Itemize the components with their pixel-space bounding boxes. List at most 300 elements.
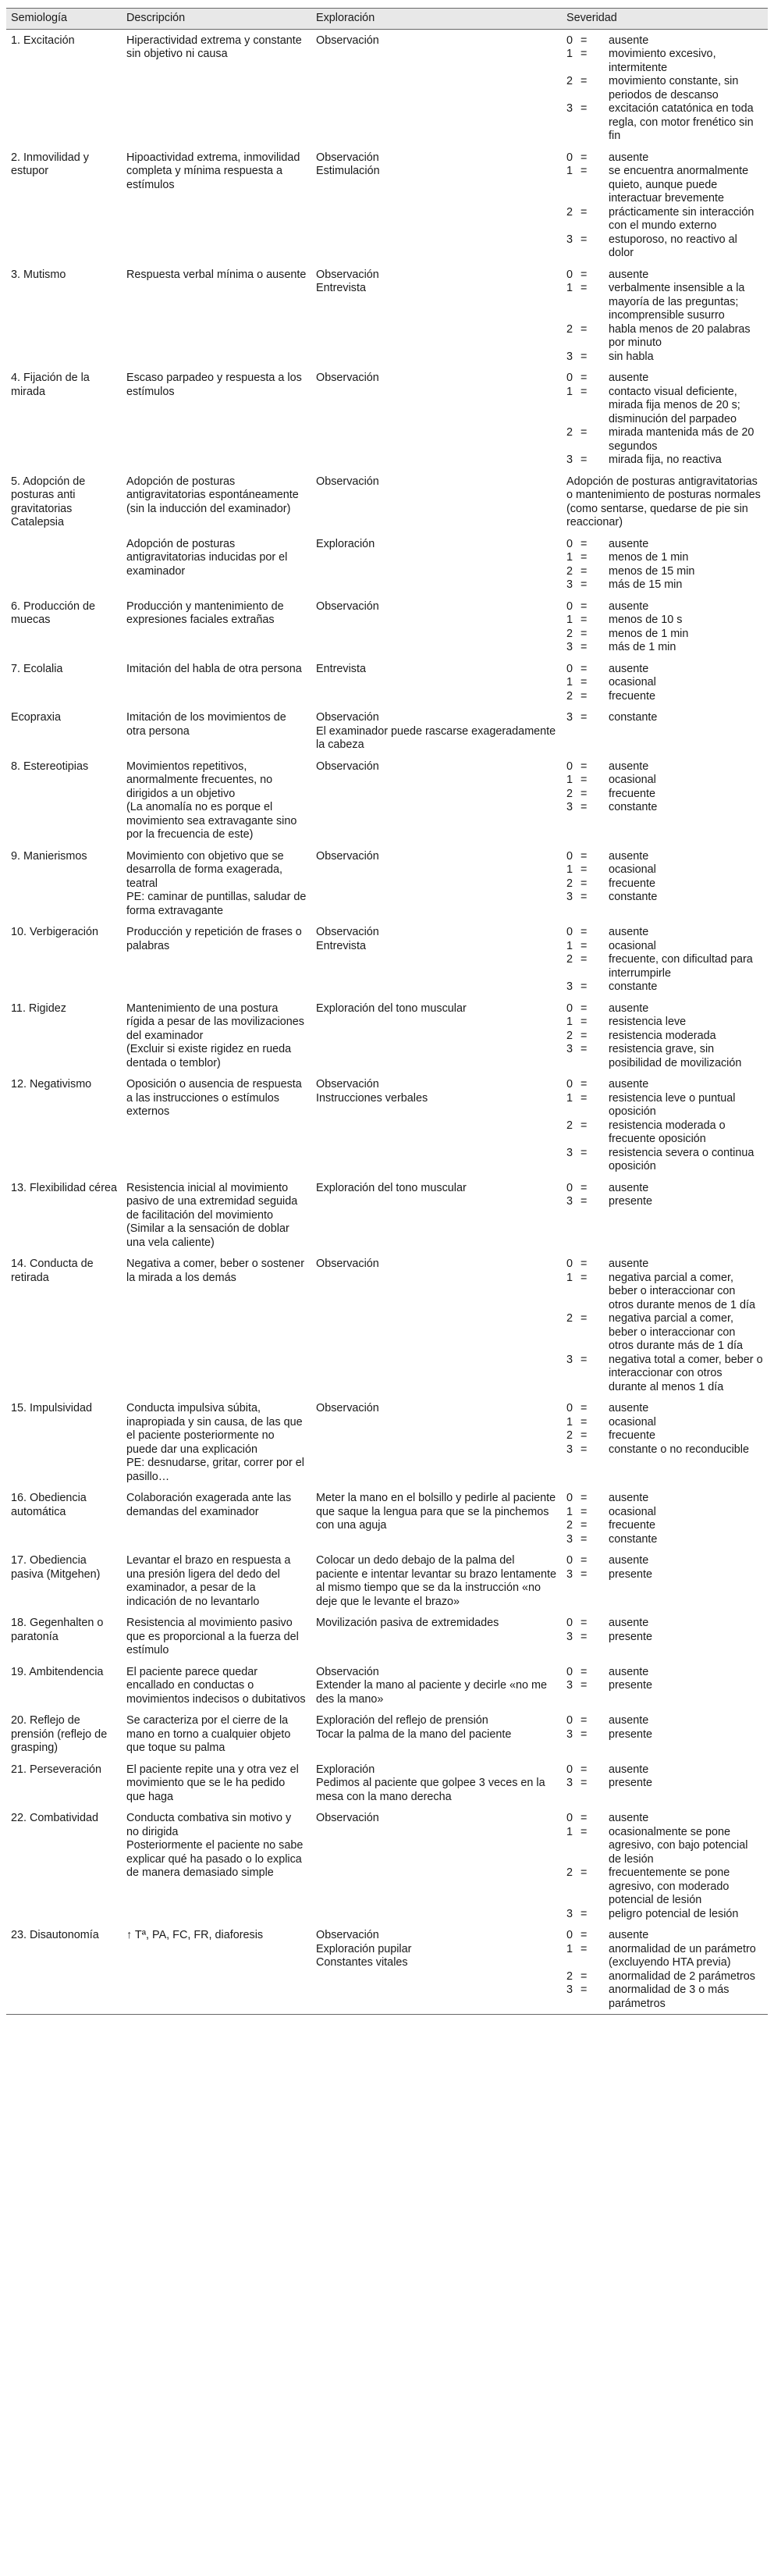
descripcion-line: Escaso parpadeo y respuesta a los estímulos xyxy=(126,372,302,398)
severity-score: 3 xyxy=(566,891,573,903)
severity-equals: = xyxy=(580,282,588,294)
severity-equals: = xyxy=(580,1195,588,1208)
severity-label: sin habla xyxy=(609,350,654,363)
severity-label: negativa parcial a comer, beber o interaccionar con otros durante más de 1 día xyxy=(609,1312,743,1352)
severity-score: 1 xyxy=(566,1505,573,1518)
severity-level xyxy=(566,386,763,427)
severity-score: 0 xyxy=(566,760,573,773)
severity-equals: = xyxy=(580,980,588,993)
severity-level xyxy=(566,269,763,283)
severity-score: 2 xyxy=(566,426,573,439)
severity-level xyxy=(566,1416,763,1430)
table-row xyxy=(6,1550,768,1612)
table-row xyxy=(6,1710,768,1759)
table-row xyxy=(6,1397,768,1487)
severity-level xyxy=(566,1492,763,1506)
severity-level xyxy=(566,641,763,655)
severity-equals: = xyxy=(580,627,588,640)
severity-score: 3 xyxy=(566,1353,573,1366)
severity-equals: = xyxy=(580,537,588,550)
cell-semiologia: 14. Conducta de retirada xyxy=(11,1258,94,1284)
severity-score: 3 xyxy=(566,102,573,115)
cell-semiologia: 6. Producción de muecas xyxy=(11,600,96,626)
severity-label: ausente xyxy=(609,926,649,938)
severity-equals: = xyxy=(580,75,588,87)
severity-score: 1 xyxy=(566,1016,573,1028)
severity-score: 3 xyxy=(566,801,573,813)
cell-semiologia: 20. Reflejo de prensión (reflejo de grasping) xyxy=(11,1714,108,1754)
cell-descripcion xyxy=(122,533,311,596)
table-row xyxy=(6,264,768,368)
severity-label: ausente xyxy=(609,1714,649,1727)
severity-label: resistencia severa o continua oposición xyxy=(609,1146,754,1172)
cell-descripcion xyxy=(122,1710,311,1759)
severity-label: ausente xyxy=(609,1763,649,1776)
exploracion-line: Instrucciones verbales xyxy=(316,1091,428,1105)
severity-label: ausente xyxy=(609,1402,649,1414)
severity-score: 2 xyxy=(566,1519,573,1532)
cell-severidad xyxy=(562,471,768,533)
severity-level xyxy=(566,151,763,165)
severity-level xyxy=(566,1679,763,1693)
cell-descripcion xyxy=(122,1759,311,1808)
severity-score: 1 xyxy=(566,1271,573,1284)
cell-descripcion xyxy=(122,1177,311,1254)
severity-score: 2 xyxy=(566,877,573,890)
exploracion-line: Exploración del reflejo de prensión xyxy=(316,1714,488,1727)
severity-score: 3 xyxy=(566,1146,573,1159)
severity-label: ausente xyxy=(609,1258,649,1270)
severity-score: 2 xyxy=(566,689,573,703)
severity-equals: = xyxy=(580,205,588,219)
severity-level xyxy=(566,1554,763,1568)
severity-score: 3 xyxy=(566,711,573,724)
severity-label: ausente xyxy=(609,760,649,773)
severity-score: 0 xyxy=(566,1078,573,1091)
severity-label: ocasionalmente se pone agresivo, con bajo potencial de lesión xyxy=(609,1825,748,1866)
severity-score: 1 xyxy=(566,165,573,177)
cell-semiologia: 11. Rigidez xyxy=(11,1002,66,1015)
exploracion-line: Observación xyxy=(316,1665,379,1678)
severity-equals: = xyxy=(580,1078,588,1091)
exploracion-line: Exploración del tono muscular xyxy=(316,1002,467,1015)
severity-level xyxy=(566,891,763,905)
exploracion-line: Extender la mano al paciente y decirle «no me des la mano» xyxy=(316,1679,547,1706)
severity-label: ocasional xyxy=(609,939,656,952)
cell-exploracion xyxy=(311,1612,562,1661)
severity-level xyxy=(566,1078,763,1092)
severity-score: 0 xyxy=(566,34,573,47)
severity-score: 0 xyxy=(566,151,573,164)
severity-equals: = xyxy=(580,689,588,703)
severity-equals: = xyxy=(580,1091,588,1105)
severity-level xyxy=(566,1777,763,1791)
severity-level xyxy=(566,1402,763,1416)
cell-semiologia: 17. Obediencia pasiva (Mitgehen) xyxy=(11,1554,101,1581)
severity-score: 3 xyxy=(566,1777,573,1789)
cell-descripcion xyxy=(122,1487,311,1550)
severity-score: 2 xyxy=(566,1969,573,1983)
cell-exploracion xyxy=(311,1177,562,1254)
severity-level xyxy=(566,1617,763,1631)
cell-severidad xyxy=(562,845,768,922)
severity-equals: = xyxy=(580,551,588,564)
cell-severidad xyxy=(562,596,768,658)
severity-score: 3 xyxy=(566,641,573,653)
severity-label: resistencia leve o puntual oposición xyxy=(609,1091,736,1118)
cell-exploracion xyxy=(311,1661,562,1710)
severity-level xyxy=(566,1728,763,1742)
table-row xyxy=(6,147,768,264)
severity-equals: = xyxy=(580,1016,588,1028)
exploracion-line: Exploración del tono muscular xyxy=(316,1181,467,1194)
severity-label: resistencia grave, sin posibilidad de movilización xyxy=(609,1043,742,1069)
severity-level xyxy=(566,551,763,565)
cell-exploracion xyxy=(311,1710,562,1759)
severity-equals: = xyxy=(580,926,588,938)
table-row xyxy=(6,706,768,756)
table-row xyxy=(6,1661,768,1710)
severity-level xyxy=(566,1092,763,1119)
exploracion-line: Entrevista xyxy=(316,662,366,675)
severity-equals: = xyxy=(580,774,588,786)
severity-score: 3 xyxy=(566,1630,573,1643)
severity-level xyxy=(566,1258,763,1272)
severity-equals: = xyxy=(580,1777,588,1789)
severity-level xyxy=(566,877,763,891)
severity-equals: = xyxy=(580,578,588,591)
severity-level xyxy=(566,454,763,468)
severity-score: 0 xyxy=(566,268,573,281)
severity-label: ocasional xyxy=(609,774,656,786)
severity-score: 2 xyxy=(566,787,573,800)
severity-score: 2 xyxy=(566,1119,573,1132)
severity-score: 1 xyxy=(566,48,573,60)
severity-level xyxy=(566,565,763,579)
cell-descripcion xyxy=(122,921,311,998)
exploracion-line: Observación xyxy=(316,151,379,164)
severity-equals: = xyxy=(580,151,588,164)
descripcion-line: PE: caminar de puntillas, saludar de forma extravagante xyxy=(126,891,307,917)
severity-level xyxy=(566,538,763,552)
cell-severidad xyxy=(562,1759,768,1808)
descripcion-line: Negativa a comer, beber o sostener la mirada a los demás xyxy=(126,1258,304,1284)
cell-descripcion xyxy=(122,596,311,658)
severity-level xyxy=(566,323,763,350)
descripcion-line: El paciente parece quedar encallado en conductas o movimientos indecisos o dubitativos xyxy=(126,1665,306,1706)
severity-label: se encuentra anormalmente quieto, aunque puede interactuar brevemente xyxy=(609,165,749,205)
descripcion-line: PE: desnudarse, gritar, correr por el pasillo… xyxy=(126,1457,304,1483)
cell-semiologia: 10. Verbigeración xyxy=(11,926,99,938)
descripcion-line: (Similar a la sensación de doblar una vela caliente) xyxy=(126,1222,289,1249)
table-row xyxy=(6,1487,768,1550)
table-row xyxy=(6,367,768,471)
severity-equals: = xyxy=(580,863,588,876)
severity-equals: = xyxy=(580,1617,588,1629)
cell-semiologia: 3. Mutismo xyxy=(11,268,66,281)
descripcion-line: Producción y mantenimiento de expresiones faciales extrañas xyxy=(126,600,284,626)
severity-label: ausente xyxy=(609,662,649,675)
severity-level xyxy=(566,1970,763,1984)
severity-equals: = xyxy=(580,350,588,363)
severity-score: 2 xyxy=(566,1312,573,1325)
exploracion-line: Observación xyxy=(316,268,379,281)
severity-score: 0 xyxy=(566,1763,573,1776)
severity-equals: = xyxy=(580,1929,588,1941)
severity-equals: = xyxy=(580,34,588,47)
severity-score: 3 xyxy=(566,578,573,591)
severity-label: presente xyxy=(609,1195,653,1208)
severity-label: resistencia moderada o frecuente oposición xyxy=(609,1119,726,1145)
severity-label: constante xyxy=(609,980,658,993)
severity-equals: = xyxy=(580,1402,588,1414)
cell-severidad xyxy=(562,1807,768,1924)
severity-equals: = xyxy=(580,268,588,281)
severity-equals: = xyxy=(580,1029,588,1042)
severity-score: 0 xyxy=(566,600,573,613)
severity-label: contacto visual deficiente, mirada fija menos de 20 s; disminución del parpadeo xyxy=(609,385,740,425)
descripcion-line: Colaboración exagerada ante las demandas del examinador xyxy=(126,1492,292,1518)
severidad-text: Adopción de posturas antigravitatorias o mantenimiento de posturas normales (como sentarse, quedarse de pie sin reaccionar) xyxy=(566,475,761,528)
severity-score: 2 xyxy=(566,1429,573,1442)
severity-equals: = xyxy=(580,787,588,800)
severity-level xyxy=(566,940,763,954)
cell-semiologia: 13. Flexibilidad cérea xyxy=(11,1181,117,1194)
severity-equals: = xyxy=(580,1505,588,1518)
severity-label: más de 15 min xyxy=(609,578,683,591)
severity-equals: = xyxy=(580,1146,588,1159)
severity-level xyxy=(566,1984,763,2011)
severity-equals: = xyxy=(580,1714,588,1727)
severity-label: ausente xyxy=(609,849,649,863)
severity-level xyxy=(566,350,763,365)
cell-severidad xyxy=(562,921,768,998)
severity-label: negativa parcial a comer, beber o interaccionar con otros durante menos de 1 día xyxy=(609,1271,755,1311)
severity-score: 0 xyxy=(566,926,573,938)
severity-level xyxy=(566,282,763,323)
severity-equals: = xyxy=(580,939,588,952)
severity-level xyxy=(566,1312,763,1354)
severity-equals: = xyxy=(580,564,588,578)
cell-severidad xyxy=(562,706,768,756)
exploracion-line: Colocar un dedo debajo de la palma del paciente e intentar levantar su brazo lentamente al mismo tiempo que se da la instrucción «no deje que le levante el brazo» xyxy=(316,1554,556,1608)
severity-level xyxy=(566,1519,763,1533)
cell-exploracion xyxy=(311,756,562,845)
cell-descripcion xyxy=(122,1807,311,1924)
severity-score: 0 xyxy=(566,1665,573,1678)
exploracion-line: Tocar la palma de la mano del paciente xyxy=(316,1727,512,1741)
descripcion-line: Resistencia al movimiento pasivo que es proporcional a la fuerza del estímulo xyxy=(126,1617,299,1656)
severity-score: 2 xyxy=(566,627,573,640)
cell-severidad xyxy=(562,533,768,596)
severity-label: ausente xyxy=(609,600,649,613)
severity-label: ausente xyxy=(609,151,649,164)
cell-exploracion xyxy=(311,921,562,998)
severity-level xyxy=(566,1506,763,1520)
cell-exploracion xyxy=(311,1759,562,1808)
severity-label: frecuente xyxy=(609,1519,656,1532)
severity-equals: = xyxy=(580,1258,588,1270)
severity-level xyxy=(566,1714,763,1728)
severity-label: anormalidad de 2 parámetros xyxy=(609,1969,755,1983)
exploracion-line: Exploración pupilar xyxy=(316,1942,412,1955)
severity-score: 3 xyxy=(566,1679,573,1692)
severity-equals: = xyxy=(580,372,588,384)
table-row xyxy=(6,533,768,596)
severity-score: 1 xyxy=(566,939,573,952)
severity-level xyxy=(566,760,763,774)
severity-label: mirada mantenida más de 20 segundos xyxy=(609,426,754,453)
cell-exploracion xyxy=(311,706,562,756)
severity-level xyxy=(566,1908,763,1922)
severity-label: frecuente, con dificultad para interrumpirle xyxy=(609,953,753,980)
exploracion-line: Observación xyxy=(316,600,379,613)
severity-level xyxy=(566,1666,763,1680)
severity-label: ausente xyxy=(609,1492,649,1504)
severity-label: resistencia moderada xyxy=(609,1029,716,1042)
exploracion-line: Observación xyxy=(316,475,379,488)
severity-equals: = xyxy=(580,1353,588,1366)
severity-label: ausente xyxy=(609,1002,649,1015)
table-row xyxy=(6,29,768,147)
exploracion-line: El examinador puede rascarse exageradamente la cabeza xyxy=(316,724,556,751)
severity-label: menos de 1 min xyxy=(609,627,689,640)
severity-level xyxy=(566,774,763,788)
severity-level xyxy=(566,1147,763,1174)
severity-equals: = xyxy=(580,102,588,115)
severity-label: movimiento constante, sin periodos de descanso xyxy=(609,75,739,101)
severity-level xyxy=(566,980,763,994)
severity-label: ausente xyxy=(609,537,649,550)
severity-equals: = xyxy=(580,1002,588,1015)
severity-label: ausente xyxy=(609,268,649,281)
severity-score: 0 xyxy=(566,372,573,384)
severity-level xyxy=(566,850,763,864)
severity-level xyxy=(566,926,763,940)
severity-score: 0 xyxy=(566,1002,573,1015)
severity-score: 0 xyxy=(566,537,573,550)
severity-label: presente xyxy=(609,1727,653,1741)
severity-level xyxy=(566,1030,763,1044)
cell-severidad xyxy=(562,29,768,147)
cell-semiologia: 9. Manierismos xyxy=(11,849,87,863)
descripcion-line: Movimiento con objetivo que se desarrolla de forma exagerada, teatral xyxy=(126,849,284,890)
cell-severidad xyxy=(562,147,768,264)
severity-label: ocasional xyxy=(609,1415,656,1429)
cell-descripcion xyxy=(122,147,311,264)
severity-score: 3 xyxy=(566,1443,573,1456)
severity-score: 0 xyxy=(566,1554,573,1567)
severity-level xyxy=(566,1943,763,1970)
exploracion-line: Entrevista xyxy=(316,282,366,294)
severity-equals: = xyxy=(580,1181,588,1194)
table-row xyxy=(6,1073,768,1177)
severity-score: 1 xyxy=(566,676,573,688)
cell-semiologia: 1. Excitación xyxy=(11,34,75,47)
severity-equals: = xyxy=(580,1825,588,1838)
severity-level xyxy=(566,1826,763,1867)
severity-label: ausente xyxy=(609,1554,649,1567)
severity-level xyxy=(566,614,763,628)
cell-severidad xyxy=(562,1073,768,1177)
severity-equals: = xyxy=(580,1532,588,1546)
cell-severidad xyxy=(562,1710,768,1759)
severity-label: negativa total a comer, beber o interaccionar con otros durante al menos 1 día xyxy=(609,1353,763,1393)
severity-equals: = xyxy=(580,641,588,653)
severity-level xyxy=(566,1195,763,1209)
exploracion-line: Estimulación xyxy=(316,165,380,177)
cell-severidad xyxy=(562,367,768,471)
table-row xyxy=(6,658,768,707)
table-row xyxy=(6,1612,768,1661)
exploracion-line: Observación xyxy=(316,1929,379,1941)
descripcion-line: Imitación del habla de otra persona xyxy=(126,662,302,675)
cell-semiologia: 18. Gegenhalten o paratonía xyxy=(11,1617,104,1643)
severity-score: 1 xyxy=(566,863,573,876)
severity-equals: = xyxy=(580,891,588,903)
severity-score: 1 xyxy=(566,1942,573,1955)
severity-score: 3 xyxy=(566,980,573,993)
cell-semiologia: 8. Estereotipias xyxy=(11,760,89,773)
table-row xyxy=(6,1253,768,1397)
cell-severidad xyxy=(562,658,768,707)
cell-exploracion xyxy=(311,533,562,596)
exploracion-line: Observación xyxy=(316,926,379,938)
severity-label: presente xyxy=(609,1630,653,1643)
cell-severidad xyxy=(562,1487,768,1550)
cell-severidad xyxy=(562,998,768,1074)
severity-level xyxy=(566,711,763,725)
severity-level xyxy=(566,788,763,802)
severity-label: excitación catatónica en toda regla, con motor frenético sin fin xyxy=(609,102,754,142)
severity-equals: = xyxy=(580,760,588,773)
cell-severidad xyxy=(562,1612,768,1661)
cell-descripcion xyxy=(122,1073,311,1177)
cell-semiologia: 12. Negativismo xyxy=(11,1078,92,1091)
descripcion-line: Conducta impulsiva súbita, inapropiada y sin causa, de las que el paciente posteriormente no puede dar una explicación xyxy=(126,1402,303,1456)
severity-score: 1 xyxy=(566,551,573,564)
cell-severidad xyxy=(562,756,768,845)
severity-level xyxy=(566,801,763,815)
cell-exploracion xyxy=(311,1487,562,1550)
severity-label: anormalidad de un parámetro (excluyendo HTA previa) xyxy=(609,1942,756,1969)
descripcion-line: Producción y repetición de frases o palabras xyxy=(126,926,302,952)
severity-label: ausente xyxy=(609,1181,649,1194)
severity-equals: = xyxy=(580,1812,588,1824)
severity-equals: = xyxy=(580,1312,588,1325)
severity-label: constante xyxy=(609,891,658,903)
cell-descripcion xyxy=(122,1397,311,1487)
cell-semiologia: 21. Perseveración xyxy=(11,1763,101,1776)
descripcion-line: Respuesta verbal mínima o ausente xyxy=(126,268,307,281)
severity-equals: = xyxy=(580,1519,588,1532)
severity-level xyxy=(566,663,763,677)
severity-equals: = xyxy=(580,1942,588,1955)
severity-equals: = xyxy=(580,1415,588,1429)
severity-label: ocasional xyxy=(609,676,656,688)
cell-exploracion xyxy=(311,1073,562,1177)
severity-level xyxy=(566,1929,763,1943)
severity-label: frecuentemente se pone agresivo, con moderado potencial de lesión xyxy=(609,1866,730,1906)
severity-score: 3 xyxy=(566,1043,573,1055)
severity-score: 3 xyxy=(566,454,573,466)
exploracion-line: Observación xyxy=(316,849,379,863)
severity-equals: = xyxy=(580,711,588,724)
cell-semiologia: 7. Ecolalia xyxy=(11,662,63,675)
severity-score: 1 xyxy=(566,614,573,626)
header-severidad: Severidad xyxy=(562,9,768,30)
severity-score: 0 xyxy=(566,1929,573,1941)
